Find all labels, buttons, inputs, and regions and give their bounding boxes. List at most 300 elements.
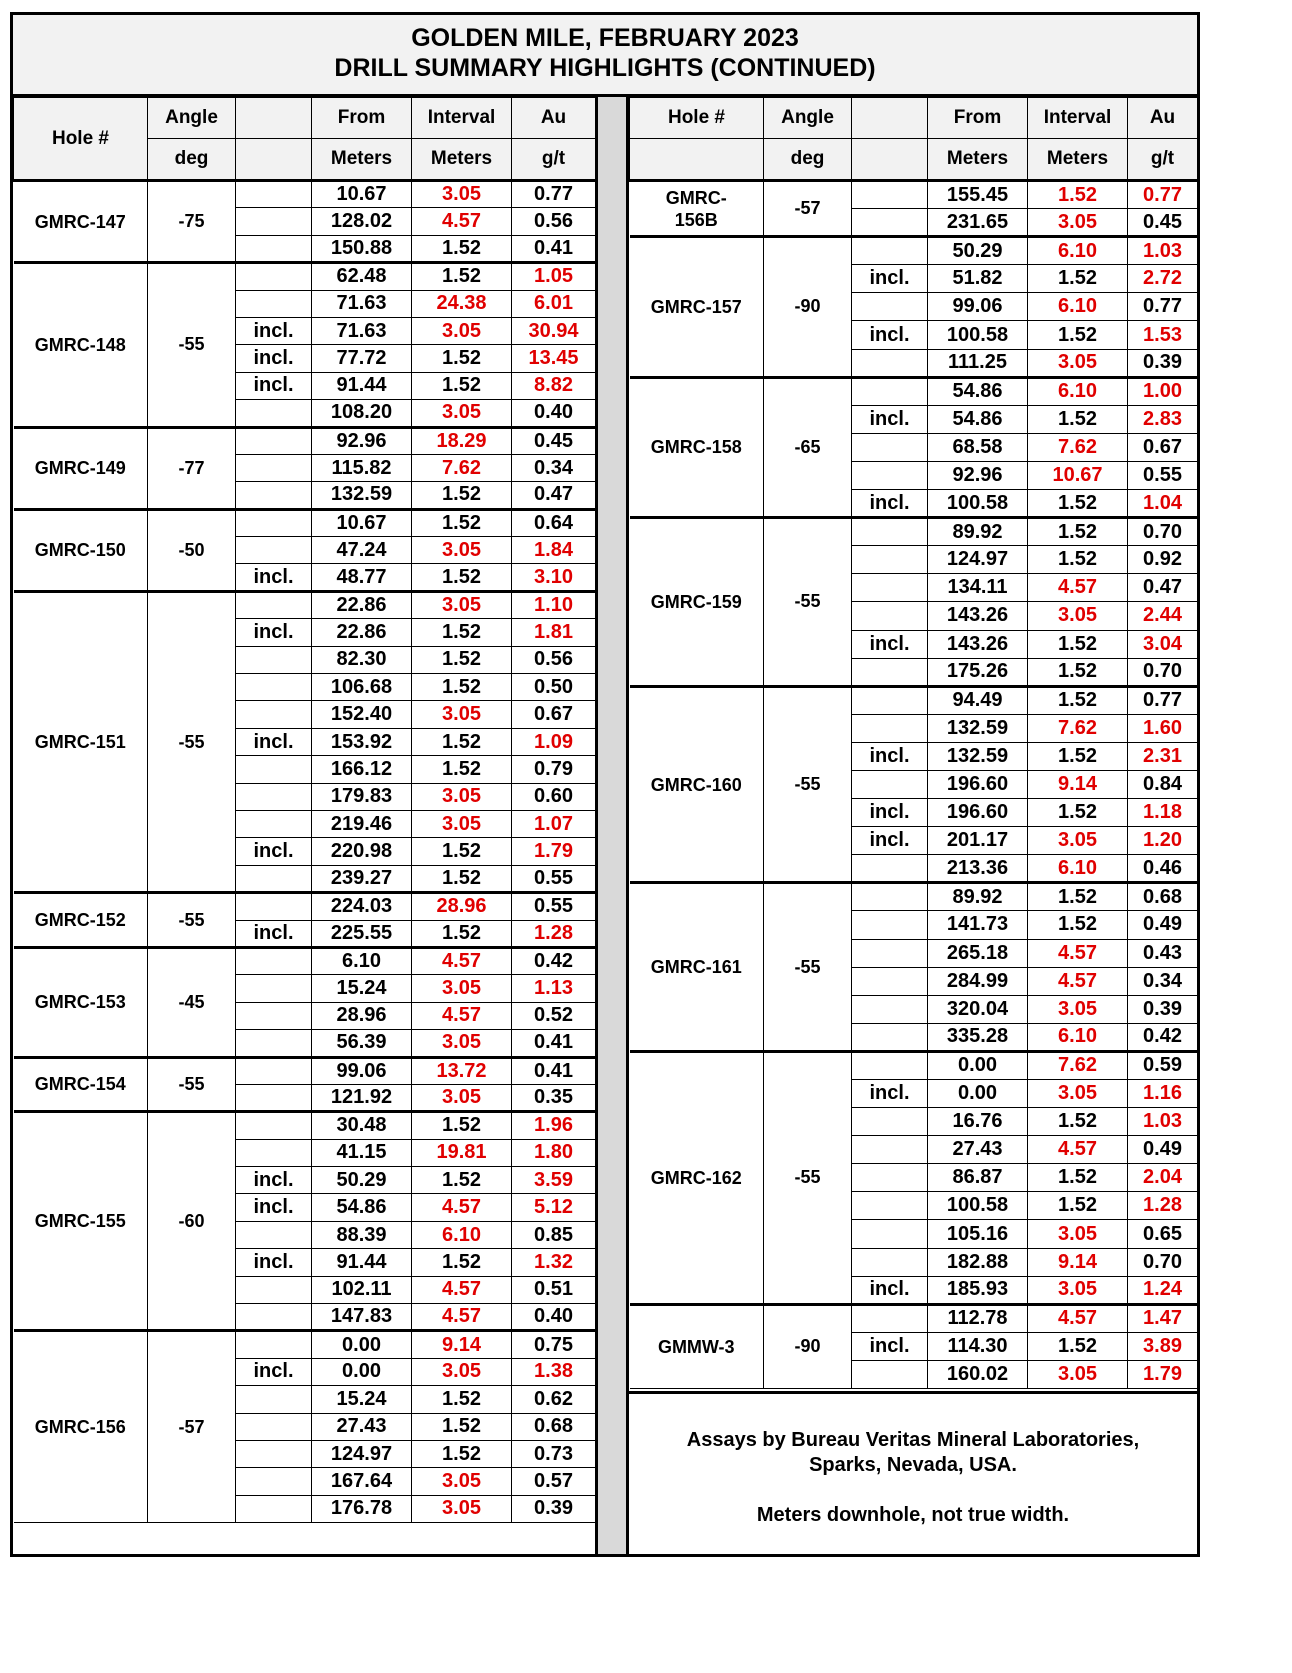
au-value: 1.07 — [512, 810, 596, 837]
interval-value: 3.05 — [1028, 349, 1128, 377]
interval-value: 4.57 — [412, 208, 512, 235]
hole-id: GMRC-160 — [630, 686, 764, 883]
header-blank — [852, 139, 928, 181]
interval-value: 1.52 — [1028, 181, 1128, 209]
interval-value: 1.52 — [1028, 1332, 1128, 1360]
from-value: 0.00 — [928, 1080, 1028, 1108]
interval-value: 1.52 — [412, 674, 512, 701]
hole-id: GMRC-148 — [14, 263, 148, 427]
from-value: 196.60 — [928, 799, 1028, 827]
interval-value: 6.10 — [1028, 855, 1128, 883]
interval-value: 1.52 — [412, 865, 512, 892]
interval-value: 9.14 — [412, 1331, 512, 1358]
interval-value: 3.05 — [1028, 1080, 1128, 1108]
header-au-unit: g/t — [1128, 139, 1198, 181]
incl-label — [236, 646, 312, 673]
au-value: 0.67 — [512, 701, 596, 728]
interval-value: 1.52 — [1028, 686, 1128, 714]
interval-value: 3.05 — [1028, 1220, 1128, 1248]
interval-value: 3.05 — [412, 1495, 512, 1522]
from-value: 147.83 — [312, 1304, 412, 1331]
incl-label — [236, 591, 312, 618]
incl-label: incl. — [852, 742, 928, 770]
header-au: Au — [1128, 98, 1198, 139]
interval-value: 1.52 — [1028, 630, 1128, 658]
header-angle: Angle — [764, 98, 852, 139]
incl-label — [236, 701, 312, 728]
interval-value: 1.52 — [1028, 546, 1128, 574]
au-value: 0.47 — [1128, 574, 1198, 602]
from-value: 56.39 — [312, 1030, 412, 1057]
from-value: 54.86 — [928, 377, 1028, 405]
header-angle-unit: deg — [148, 139, 236, 181]
from-value: 54.86 — [312, 1194, 412, 1221]
table-row — [630, 686, 1198, 714]
interval-value: 4.57 — [1028, 967, 1128, 995]
from-value: 320.04 — [928, 995, 1028, 1023]
au-value: 0.56 — [512, 208, 596, 235]
from-value: 121.92 — [312, 1084, 412, 1111]
interval-value: 4.57 — [1028, 1304, 1128, 1332]
incl-label — [852, 349, 928, 377]
header-from-unit: Meters — [928, 139, 1028, 181]
au-value: 0.42 — [512, 947, 596, 974]
au-value: 1.60 — [1128, 714, 1198, 742]
incl-label — [236, 427, 312, 454]
interval-value: 7.62 — [412, 454, 512, 481]
incl-label — [236, 1468, 312, 1495]
from-value: 155.45 — [928, 181, 1028, 209]
header-interval: Interval — [1028, 98, 1128, 139]
interval-value: 1.52 — [412, 1440, 512, 1467]
au-value: 1.79 — [1128, 1360, 1198, 1388]
au-value: 0.40 — [512, 1304, 596, 1331]
incl-label — [236, 181, 312, 208]
incl-label: incl. — [852, 321, 928, 349]
au-value: 1.04 — [1128, 490, 1198, 518]
interval-value: 18.29 — [412, 427, 512, 454]
from-value: 28.96 — [312, 1002, 412, 1029]
incl-label: incl. — [852, 827, 928, 855]
au-value: 1.53 — [1128, 321, 1198, 349]
interval-value: 4.57 — [412, 1276, 512, 1303]
interval-value: 1.52 — [412, 263, 512, 290]
incl-label — [852, 1164, 928, 1192]
from-value: 22.86 — [312, 591, 412, 618]
title-line-1: GOLDEN MILE, FEBRUARY 2023 — [411, 24, 799, 52]
au-value: 0.40 — [512, 400, 596, 427]
au-value: 0.75 — [512, 1331, 596, 1358]
au-value: 0.68 — [1128, 883, 1198, 911]
from-value: 124.97 — [312, 1440, 412, 1467]
interval-value: 7.62 — [1028, 433, 1128, 461]
au-value: 0.50 — [512, 674, 596, 701]
hole-angle: -75 — [148, 181, 236, 263]
from-value: 91.44 — [312, 372, 412, 399]
interval-value: 1.52 — [412, 1386, 512, 1413]
from-value: 141.73 — [928, 911, 1028, 939]
from-value: 124.97 — [928, 546, 1028, 574]
au-value: 2.04 — [1128, 1164, 1198, 1192]
incl-label: incl. — [236, 317, 312, 344]
incl-label: incl. — [236, 372, 312, 399]
incl-label: incl. — [236, 345, 312, 372]
interval-value: 1.52 — [1028, 1192, 1128, 1220]
hole-angle: -77 — [148, 427, 236, 509]
drill-summary-table — [10, 12, 1200, 1557]
incl-label: incl. — [236, 1194, 312, 1221]
incl-label — [236, 1495, 312, 1522]
incl-label — [852, 1051, 928, 1079]
from-value: 92.96 — [312, 427, 412, 454]
incl-label — [852, 181, 928, 209]
interval-value: 3.05 — [412, 181, 512, 208]
header-blank — [236, 139, 312, 181]
au-value: 0.46 — [1128, 855, 1198, 883]
from-value: 265.18 — [928, 939, 1028, 967]
incl-label — [852, 1304, 928, 1332]
interval-value: 24.38 — [412, 290, 512, 317]
interval-value: 1.52 — [412, 235, 512, 262]
au-value: 1.05 — [512, 263, 596, 290]
from-value: 77.72 — [312, 345, 412, 372]
au-value: 0.64 — [512, 509, 596, 536]
header-from: From — [312, 98, 412, 139]
au-value: 1.18 — [1128, 799, 1198, 827]
incl-label — [236, 893, 312, 920]
interval-value: 4.57 — [412, 947, 512, 974]
au-value: 3.10 — [512, 564, 596, 591]
interval-value: 3.05 — [412, 591, 512, 618]
hole-id: GMRC-152 — [14, 893, 148, 948]
interval-value: 4.57 — [1028, 574, 1128, 602]
from-value: 152.40 — [312, 701, 412, 728]
au-value: 1.20 — [1128, 827, 1198, 855]
table-row — [14, 263, 596, 290]
from-value: 91.44 — [312, 1249, 412, 1276]
interval-value: 3.05 — [412, 317, 512, 344]
incl-label: incl. — [852, 490, 928, 518]
au-value: 0.35 — [512, 1084, 596, 1111]
incl-label — [852, 855, 928, 883]
table-row — [14, 509, 596, 536]
from-value: 16.76 — [928, 1108, 1028, 1136]
interval-value: 1.52 — [412, 564, 512, 591]
au-value: 0.77 — [1128, 181, 1198, 209]
incl-label — [852, 714, 928, 742]
table-row — [630, 1051, 1198, 1079]
interval-value: 3.05 — [412, 783, 512, 810]
hole-id: GMRC-150 — [14, 509, 148, 591]
interval-value: 1.52 — [1028, 911, 1128, 939]
incl-label — [852, 658, 928, 686]
au-value: 1.79 — [512, 838, 596, 865]
au-value: 0.60 — [512, 783, 596, 810]
au-value: 0.77 — [1128, 686, 1198, 714]
au-value: 0.49 — [1128, 1136, 1198, 1164]
table-row — [14, 1057, 596, 1084]
interval-value: 4.57 — [1028, 1136, 1128, 1164]
table-row — [14, 181, 596, 208]
au-value: 0.41 — [512, 1057, 596, 1084]
header-au: Au — [512, 98, 596, 139]
au-value: 1.84 — [512, 537, 596, 564]
from-value: 6.10 — [312, 947, 412, 974]
header-blank — [630, 139, 764, 181]
header-blank — [236, 98, 312, 139]
table-row — [14, 1331, 596, 1358]
incl-label — [236, 1112, 312, 1139]
interval-value: 28.96 — [412, 893, 512, 920]
incl-label — [236, 1386, 312, 1413]
au-value: 8.82 — [512, 372, 596, 399]
au-value: 1.10 — [512, 591, 596, 618]
au-value: 2.44 — [1128, 602, 1198, 630]
interval-value: 1.52 — [1028, 490, 1128, 518]
right-table — [629, 97, 1198, 1389]
hole-angle: -45 — [148, 947, 236, 1057]
from-value: 27.43 — [928, 1136, 1028, 1164]
au-value: 1.16 — [1128, 1080, 1198, 1108]
interval-value: 6.10 — [412, 1221, 512, 1248]
hole-angle: -60 — [148, 1112, 236, 1331]
from-value: 50.29 — [928, 237, 1028, 265]
incl-label: incl. — [236, 728, 312, 755]
interval-value: 3.05 — [412, 537, 512, 564]
incl-label — [852, 293, 928, 321]
au-value: 0.56 — [512, 646, 596, 673]
from-value: 27.43 — [312, 1413, 412, 1440]
incl-label — [236, 482, 312, 509]
from-value: 94.49 — [928, 686, 1028, 714]
from-value: 15.24 — [312, 1386, 412, 1413]
from-value: 175.26 — [928, 658, 1028, 686]
interval-value: 3.05 — [412, 1358, 512, 1385]
au-value: 1.03 — [1128, 237, 1198, 265]
incl-label — [236, 1139, 312, 1166]
from-value: 100.58 — [928, 1192, 1028, 1220]
interval-value: 3.05 — [1028, 995, 1128, 1023]
from-value: 143.26 — [928, 630, 1028, 658]
from-value: 99.06 — [928, 293, 1028, 321]
from-value: 105.16 — [928, 1220, 1028, 1248]
au-value: 0.92 — [1128, 546, 1198, 574]
au-value: 1.24 — [1128, 1276, 1198, 1304]
incl-label — [236, 454, 312, 481]
interval-value: 7.62 — [1028, 714, 1128, 742]
hole-id: GMRC-154 — [14, 1057, 148, 1112]
incl-label — [852, 939, 928, 967]
interval-value: 4.57 — [412, 1194, 512, 1221]
from-value: 62.48 — [312, 263, 412, 290]
incl-label — [236, 1221, 312, 1248]
from-value: 112.78 — [928, 1304, 1028, 1332]
table-title — [13, 15, 1197, 97]
table-row — [630, 237, 1198, 265]
interval-value: 1.52 — [412, 345, 512, 372]
au-value: 30.94 — [512, 317, 596, 344]
interval-value: 1.52 — [412, 372, 512, 399]
au-value: 1.81 — [512, 619, 596, 646]
from-value: 143.26 — [928, 602, 1028, 630]
header-blank — [852, 98, 928, 139]
hole-angle: -55 — [764, 1051, 852, 1304]
au-value: 6.01 — [512, 290, 596, 317]
au-value: 0.41 — [512, 1030, 596, 1057]
from-value: 153.92 — [312, 728, 412, 755]
from-value: 166.12 — [312, 756, 412, 783]
au-value: 0.84 — [1128, 770, 1198, 798]
interval-value: 1.52 — [412, 509, 512, 536]
interval-value: 3.05 — [1028, 1360, 1128, 1388]
interval-value: 1.52 — [412, 646, 512, 673]
incl-label — [852, 461, 928, 489]
table-row — [14, 1112, 596, 1139]
header-au-unit: g/t — [512, 139, 596, 181]
incl-label — [852, 995, 928, 1023]
incl-label: incl. — [852, 799, 928, 827]
header-hole: Hole # — [14, 98, 148, 181]
incl-label — [236, 783, 312, 810]
hole-angle: -55 — [148, 591, 236, 892]
au-value: 1.00 — [1128, 377, 1198, 405]
incl-label — [852, 967, 928, 995]
incl-label — [852, 1136, 928, 1164]
incl-label — [852, 237, 928, 265]
from-value: 335.28 — [928, 1023, 1028, 1051]
au-value: 0.39 — [1128, 349, 1198, 377]
interval-value: 3.05 — [412, 400, 512, 427]
note-line-2: Sparks, Nevada, USA. — [809, 1454, 1017, 1476]
incl-label: incl. — [236, 619, 312, 646]
from-value: 100.58 — [928, 321, 1028, 349]
interval-value: 6.10 — [1028, 1023, 1128, 1051]
hole-id: GMRC-158 — [630, 377, 764, 517]
interval-value: 4.57 — [1028, 939, 1128, 967]
incl-label — [852, 1023, 928, 1051]
incl-label — [852, 1248, 928, 1276]
hole-id: GMRC-156 — [14, 1331, 148, 1523]
incl-label — [852, 770, 928, 798]
hole-id: GMMW-3 — [630, 1304, 764, 1388]
from-value: 51.82 — [928, 265, 1028, 293]
au-value: 0.67 — [1128, 433, 1198, 461]
au-value: 0.41 — [512, 235, 596, 262]
au-value: 0.57 — [512, 1468, 596, 1495]
from-value: 224.03 — [312, 893, 412, 920]
incl-label — [236, 400, 312, 427]
from-value: 134.11 — [928, 574, 1028, 602]
interval-value: 1.52 — [1028, 321, 1128, 349]
au-value: 3.04 — [1128, 630, 1198, 658]
incl-label: incl. — [236, 564, 312, 591]
incl-label — [236, 1331, 312, 1358]
table-row — [630, 181, 1198, 209]
interval-value: 3.05 — [412, 701, 512, 728]
au-value: 0.43 — [1128, 939, 1198, 967]
incl-label — [852, 209, 928, 237]
hole-id: GMRC-157 — [630, 237, 764, 377]
from-value: 220.98 — [312, 838, 412, 865]
incl-label: incl. — [852, 1332, 928, 1360]
interval-value: 1.52 — [412, 482, 512, 509]
au-value: 1.47 — [1128, 1304, 1198, 1332]
hole-angle: -57 — [148, 1331, 236, 1523]
from-value: 47.24 — [312, 537, 412, 564]
au-value: 1.03 — [1128, 1108, 1198, 1136]
from-value: 15.24 — [312, 975, 412, 1002]
from-value: 100.58 — [928, 490, 1028, 518]
interval-value: 1.52 — [412, 838, 512, 865]
incl-label: incl. — [236, 838, 312, 865]
from-value: 71.63 — [312, 317, 412, 344]
interval-value: 1.52 — [412, 1112, 512, 1139]
from-value: 41.15 — [312, 1139, 412, 1166]
from-value: 82.30 — [312, 646, 412, 673]
au-value: 0.39 — [512, 1495, 596, 1522]
hole-angle: -65 — [764, 377, 852, 517]
interval-value: 3.05 — [1028, 602, 1128, 630]
hole-id: GMRC-155 — [14, 1112, 148, 1331]
incl-label — [236, 865, 312, 892]
from-value: 231.65 — [928, 209, 1028, 237]
title-line-2: DRILL SUMMARY HIGHLIGHTS (CONTINUED) — [334, 54, 876, 82]
au-value: 0.52 — [512, 1002, 596, 1029]
from-value: 219.46 — [312, 810, 412, 837]
incl-label — [236, 290, 312, 317]
au-value: 0.70 — [1128, 658, 1198, 686]
hole-angle: -90 — [764, 237, 852, 377]
from-value: 71.63 — [312, 290, 412, 317]
incl-label — [236, 947, 312, 974]
header-from: From — [928, 98, 1028, 139]
interval-value: 1.52 — [412, 619, 512, 646]
from-value: 111.25 — [928, 349, 1028, 377]
from-value: 54.86 — [928, 405, 1028, 433]
au-value: 1.32 — [512, 1249, 596, 1276]
from-value: 179.83 — [312, 783, 412, 810]
au-value: 0.77 — [512, 181, 596, 208]
au-value: 0.73 — [512, 1440, 596, 1467]
interval-value: 3.05 — [412, 810, 512, 837]
from-value: 0.00 — [928, 1051, 1028, 1079]
from-value: 128.02 — [312, 208, 412, 235]
from-value: 160.02 — [928, 1360, 1028, 1388]
au-value: 0.55 — [1128, 461, 1198, 489]
interval-value: 1.52 — [412, 920, 512, 947]
incl-label — [236, 1002, 312, 1029]
from-value: 196.60 — [928, 770, 1028, 798]
note-line-1: Assays by Bureau Veritas Mineral Laboratories, — [686, 1429, 1140, 1451]
au-value: 0.65 — [1128, 1220, 1198, 1248]
incl-label — [852, 883, 928, 911]
au-value: 3.89 — [1128, 1332, 1198, 1360]
left-table — [13, 97, 596, 1523]
interval-value: 19.81 — [412, 1139, 512, 1166]
column-separator — [595, 97, 629, 1554]
from-value: 68.58 — [928, 433, 1028, 461]
interval-value: 1.52 — [412, 1167, 512, 1194]
interval-value: 1.52 — [412, 728, 512, 755]
incl-label — [852, 911, 928, 939]
incl-label — [236, 208, 312, 235]
from-value: 30.48 — [312, 1112, 412, 1139]
interval-value: 1.52 — [412, 756, 512, 783]
au-value: 3.59 — [512, 1167, 596, 1194]
hole-angle: -57 — [764, 181, 852, 237]
from-value: 182.88 — [928, 1248, 1028, 1276]
hole-id: GMRC- 156B — [630, 181, 764, 237]
